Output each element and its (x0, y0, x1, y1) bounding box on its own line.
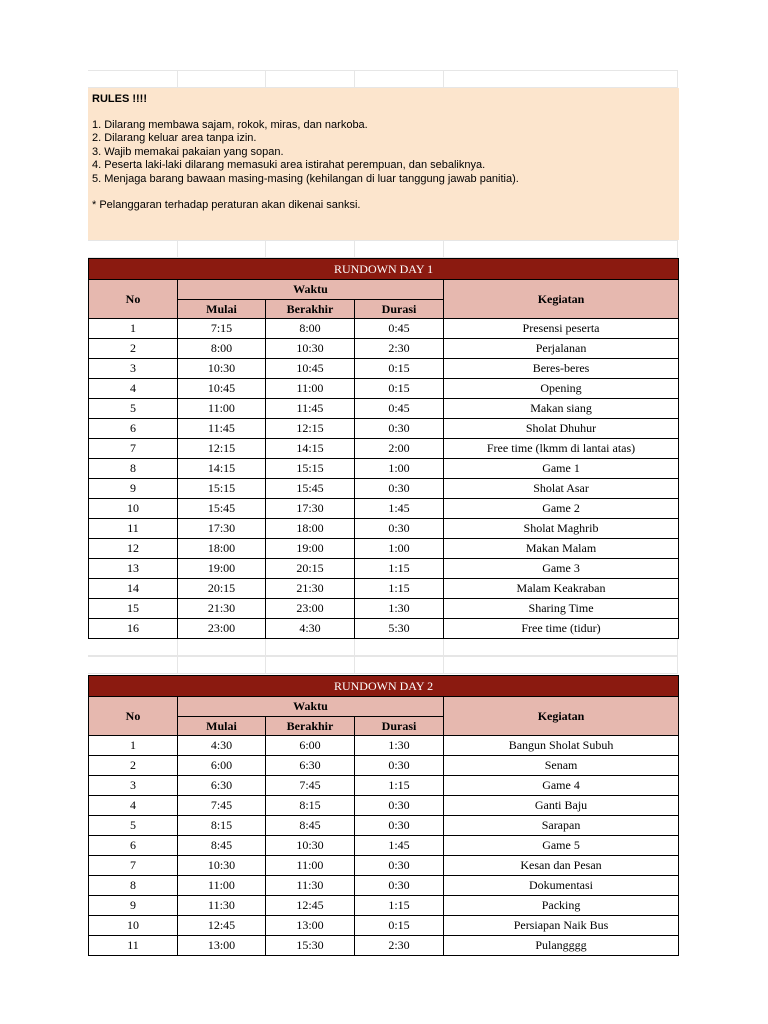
cell-kegiatan: Bangun Sholat Subuh (444, 736, 679, 756)
cell-no: 7 (89, 439, 178, 459)
cell-mulai: 14:15 (178, 459, 266, 479)
cell-mulai: 20:15 (178, 579, 266, 599)
cell-berakhir: 11:00 (266, 379, 355, 399)
table-row (89, 776, 679, 796)
table-row (89, 499, 679, 519)
cell-berakhir: 11:00 (266, 856, 355, 876)
table-row (89, 916, 679, 936)
cell-no: 3 (89, 359, 178, 379)
cell-berakhir: 12:15 (266, 419, 355, 439)
cell-kegiatan: Kesan dan Pesan (444, 856, 679, 876)
cell-durasi: 0:15 (355, 916, 444, 936)
cell-durasi: 0:15 (355, 379, 444, 399)
cell-no: 10 (89, 916, 178, 936)
cell-no: 8 (89, 459, 178, 479)
cell-no: 8 (89, 876, 178, 896)
table-row (89, 579, 679, 599)
cell-berakhir: 20:15 (266, 559, 355, 579)
cell-durasi: 1:15 (355, 559, 444, 579)
table-row (89, 419, 679, 439)
cell-berakhir: 12:45 (266, 896, 355, 916)
cell-berakhir: 7:45 (266, 776, 355, 796)
cell-durasi: 0:45 (355, 319, 444, 339)
col-berakhir: Berakhir (266, 717, 355, 736)
cell-no: 13 (89, 559, 178, 579)
col-mulai: Mulai (178, 717, 266, 736)
table-title: RUNDOWN DAY 1 (89, 259, 679, 280)
table-row (89, 736, 679, 756)
cell-kegiatan: Makan siang (444, 399, 679, 419)
cell-berakhir: 11:30 (266, 876, 355, 896)
table-row (89, 876, 679, 896)
cell-kegiatan: Free time (lkmm di lantai atas) (444, 439, 679, 459)
table-banner (89, 676, 679, 697)
cell-mulai: 11:00 (178, 399, 266, 419)
cell-kegiatan: Sholat Dhuhur (444, 419, 679, 439)
table-row (89, 936, 679, 956)
cell-no: 1 (89, 736, 178, 756)
rule-item: 2. Dilarang keluar area tanpa izin. (92, 132, 257, 145)
cell-durasi: 0:30 (355, 519, 444, 539)
cell-kegiatan: Sharing Time (444, 599, 679, 619)
table-row (89, 359, 679, 379)
cell-durasi: 1:15 (355, 579, 444, 599)
cell-berakhir: 19:00 (266, 539, 355, 559)
cell-mulai: 7:15 (178, 319, 266, 339)
cell-kegiatan: Pulangggg (444, 936, 679, 956)
col-mulai: Mulai (178, 300, 266, 319)
col-no: No (89, 697, 178, 736)
cell-berakhir: 4:30 (266, 619, 355, 639)
cell-durasi: 1:15 (355, 896, 444, 916)
col-durasi: Durasi (355, 717, 444, 736)
cell-berakhir: 15:30 (266, 936, 355, 956)
cell-kegiatan: Game 3 (444, 559, 679, 579)
rules-title: RULES !!!! (92, 93, 147, 105)
cell-berakhir: 23:00 (266, 599, 355, 619)
cell-mulai: 11:45 (178, 419, 266, 439)
cell-no: 2 (89, 756, 178, 776)
cell-no: 9 (89, 896, 178, 916)
cell-berakhir: 8:45 (266, 816, 355, 836)
cell-kegiatan: Makan Malam (444, 539, 679, 559)
rules-box (88, 88, 679, 240)
cell-kegiatan: Game 4 (444, 776, 679, 796)
cell-mulai: 23:00 (178, 619, 266, 639)
cell-mulai: 18:00 (178, 539, 266, 559)
rule-item: 3. Wajib memakai pakaian yang sopan. (92, 145, 284, 158)
table-row (89, 896, 679, 916)
table-row (89, 439, 679, 459)
cell-durasi: 1:00 (355, 539, 444, 559)
cell-no: 5 (89, 399, 178, 419)
cell-mulai: 11:30 (178, 896, 266, 916)
rule-item: 4. Peserta laki-laki dilarang memasuki area istirahat perempuan, dan sebaliknya. (92, 159, 486, 172)
cell-mulai: 6:30 (178, 776, 266, 796)
cell-mulai: 13:00 (178, 936, 266, 956)
cell-durasi: 1:00 (355, 459, 444, 479)
empty-row (88, 656, 678, 674)
table-row (89, 856, 679, 876)
table-row (89, 836, 679, 856)
table-row (89, 479, 679, 499)
rule-item: 1. Dilarang membawa sajam, rokok, miras, dan narkoba. (92, 119, 368, 131)
cell-mulai: 15:45 (178, 499, 266, 519)
cell-mulai: 11:00 (178, 876, 266, 896)
table-row (89, 599, 679, 619)
table-body (89, 736, 679, 956)
cell-no: 1 (89, 319, 178, 339)
cell-kegiatan: Sholat Asar (444, 479, 679, 499)
cell-mulai: 8:45 (178, 836, 266, 856)
table-row (89, 796, 679, 816)
cell-durasi: 0:30 (355, 796, 444, 816)
table-row (89, 519, 679, 539)
cell-durasi: 0:30 (355, 856, 444, 876)
table-title: RUNDOWN DAY 2 (89, 676, 679, 697)
table-row (89, 319, 679, 339)
table-row (89, 619, 679, 639)
cell-durasi: 1:45 (355, 836, 444, 856)
cell-mulai: 4:30 (178, 736, 266, 756)
header-row (89, 697, 679, 717)
cell-durasi: 1:30 (355, 599, 444, 619)
cell-berakhir: 10:30 (266, 339, 355, 359)
cell-mulai: 15:15 (178, 479, 266, 499)
cell-kegiatan: Malam Keakraban (444, 579, 679, 599)
cell-no: 11 (89, 519, 178, 539)
cell-kegiatan: Dokumentasi (444, 876, 679, 896)
cell-mulai: 19:00 (178, 559, 266, 579)
cell-berakhir: 14:15 (266, 439, 355, 459)
col-durasi: Durasi (355, 300, 444, 319)
cell-no: 7 (89, 856, 178, 876)
table-body (89, 319, 679, 639)
cell-mulai: 21:30 (178, 599, 266, 619)
col-berakhir: Berakhir (266, 300, 355, 319)
cell-durasi: 0:30 (355, 816, 444, 836)
cell-kegiatan: Beres-beres (444, 359, 679, 379)
cell-kegiatan: Perjalanan (444, 339, 679, 359)
cell-durasi: 5:30 (355, 619, 444, 639)
cell-berakhir: 15:15 (266, 459, 355, 479)
cell-berakhir: 6:30 (266, 756, 355, 776)
cell-no: 16 (89, 619, 178, 639)
cell-no: 5 (89, 816, 178, 836)
rundown-day2-table (88, 675, 679, 956)
cell-kegiatan: Game 2 (444, 499, 679, 519)
empty-row (88, 240, 678, 258)
table-row (89, 539, 679, 559)
cell-mulai: 10:45 (178, 379, 266, 399)
cell-no: 15 (89, 599, 178, 619)
cell-berakhir: 17:30 (266, 499, 355, 519)
cell-durasi: 1:30 (355, 736, 444, 756)
cell-berakhir: 8:00 (266, 319, 355, 339)
cell-no: 10 (89, 499, 178, 519)
cell-kegiatan: Sarapan (444, 816, 679, 836)
cell-no: 9 (89, 479, 178, 499)
cell-kegiatan: Senam (444, 756, 679, 776)
cell-mulai: 17:30 (178, 519, 266, 539)
cell-kegiatan: Persiapan Naik Bus (444, 916, 679, 936)
cell-mulai: 8:00 (178, 339, 266, 359)
cell-no: 6 (89, 836, 178, 856)
cell-no: 4 (89, 796, 178, 816)
cell-berakhir: 10:45 (266, 359, 355, 379)
header-row (89, 280, 679, 300)
cell-mulai: 7:45 (178, 796, 266, 816)
cell-durasi: 0:30 (355, 876, 444, 896)
table-row (89, 459, 679, 479)
table-row (89, 756, 679, 776)
table-banner (89, 259, 679, 280)
table-row (89, 399, 679, 419)
cell-berakhir: 13:00 (266, 916, 355, 936)
cell-durasi: 1:45 (355, 499, 444, 519)
rundown-day1-table (88, 258, 679, 639)
cell-no: 4 (89, 379, 178, 399)
cell-mulai: 8:15 (178, 816, 266, 836)
cell-kegiatan: Game 1 (444, 459, 679, 479)
empty-row (88, 638, 678, 656)
cell-no: 12 (89, 539, 178, 559)
col-no: No (89, 280, 178, 319)
cell-durasi: 0:30 (355, 756, 444, 776)
table-row (89, 339, 679, 359)
cell-kegiatan: Ganti Baju (444, 796, 679, 816)
cell-kegiatan: Sholat Maghrib (444, 519, 679, 539)
cell-kegiatan: Game 5 (444, 836, 679, 856)
cell-kegiatan: Free time (tidur) (444, 619, 679, 639)
rules-note: * Pelanggaran terhadap peraturan akan dikenai sanksi. (92, 198, 361, 211)
cell-durasi: 0:15 (355, 359, 444, 379)
col-kegiatan: Kegiatan (444, 280, 679, 319)
col-waktu: Waktu (178, 697, 444, 717)
cell-mulai: 12:15 (178, 439, 266, 459)
cell-berakhir: 21:30 (266, 579, 355, 599)
cell-berakhir: 10:30 (266, 836, 355, 856)
cell-no: 6 (89, 419, 178, 439)
cell-no: 14 (89, 579, 178, 599)
col-kegiatan: Kegiatan (444, 697, 679, 736)
table-row (89, 379, 679, 399)
col-waktu: Waktu (178, 280, 444, 300)
cell-mulai: 12:45 (178, 916, 266, 936)
cell-durasi: 0:30 (355, 419, 444, 439)
cell-mulai: 6:00 (178, 756, 266, 776)
cell-mulai: 10:30 (178, 359, 266, 379)
cell-kegiatan: Opening (444, 379, 679, 399)
cell-durasi: 2:30 (355, 936, 444, 956)
cell-mulai: 10:30 (178, 856, 266, 876)
cell-berakhir: 15:45 (266, 479, 355, 499)
cell-berakhir: 6:00 (266, 736, 355, 756)
cell-durasi: 0:30 (355, 479, 444, 499)
cell-kegiatan: Packing (444, 896, 679, 916)
cell-no: 3 (89, 776, 178, 796)
rule-item: 5. Menjaga barang bawaan masing-masing (kehilangan di luar tanggung jawab panitia). (92, 172, 519, 185)
cell-berakhir: 8:15 (266, 796, 355, 816)
cell-durasi: 1:15 (355, 776, 444, 796)
cell-no: 2 (89, 339, 178, 359)
cell-durasi: 2:00 (355, 439, 444, 459)
table-row (89, 816, 679, 836)
cell-berakhir: 18:00 (266, 519, 355, 539)
table-row (89, 559, 679, 579)
cell-kegiatan: Presensi peserta (444, 319, 679, 339)
cell-berakhir: 11:45 (266, 399, 355, 419)
cell-durasi: 2:30 (355, 339, 444, 359)
cell-durasi: 0:45 (355, 399, 444, 419)
empty-row (88, 70, 678, 88)
cell-no: 11 (89, 936, 178, 956)
